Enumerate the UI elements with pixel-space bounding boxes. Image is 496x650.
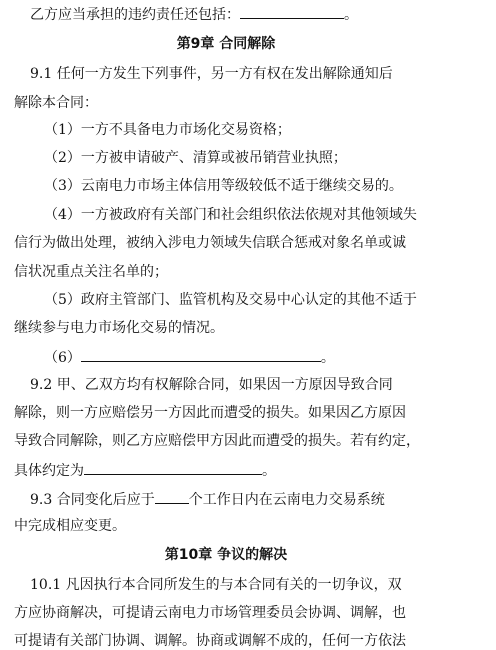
fill-in-blank[interactable] [81,347,321,362]
item-5-line-2: 继续参与电力市场化交易的情况。 [14,320,224,336]
clause-10-1-line-1: 10.1 凡因执行本合同所发生的与本合同有关的一切争议，双 [30,577,402,593]
clause-9-3-line-1 [0,489,482,507]
fill-in-blank[interactable] [155,489,189,504]
chapter-10-heading: 第10章 争议的解决 [164,547,288,563]
fill-in-blank[interactable] [240,4,344,19]
liability-clause-suffix: 。 [344,7,358,23]
fill-in-blank[interactable] [84,460,262,475]
clause-9-2-agreement-label: 具体约定为 [14,463,84,479]
item-6-suffix: 。 [320,350,335,366]
clause-9-3-line-2: 中完成相应变更。 [14,518,126,534]
item-4-line-2: 信行为做出处理，被纳入涉电力领域失信联合惩戒对象名单或诚 [14,235,406,251]
item-1: （1）一方不具备电力市场化交易资格； [44,122,291,138]
clause-9-3-prefix: 9.3 合同变化后应于 [30,492,155,508]
clause-9-2-line-2: 解除，则一方应赔偿另一方因此而遭受的损失。如果因乙方原因 [14,405,406,421]
clause-10-1-line-2: 方应协商解决，可提请云南电力市场管理委员会协调、调解，也 [14,605,406,621]
liability-clause-line [0,4,482,22]
liability-clause-text: 乙方应当承担的违约责任还包括： [30,7,240,23]
clause-9-1-line-2: 解除本合同： [14,95,98,111]
item-3: （3）云南电力市场主体信用等级较低不适于继续交易的。 [44,178,403,194]
clause-9-2-line-4 [0,460,466,478]
item-6-label: （6） [44,350,81,366]
clause-9-2-suffix: 。 [262,463,276,479]
item-2: （2）一方被申请破产、清算或被吊销营业执照； [44,150,347,166]
clause-9-2-line-3: 导致合同解除，则乙方应赔偿甲方因此而遭受的损失。若有约定， [14,433,420,449]
item-4-line-1: （4）一方被政府有关部门和社会组织依法依规对其他领域失 [44,207,417,223]
chapter-9-heading: 第9章 合同解除 [176,36,276,52]
item-6-line [0,347,496,365]
item-5-line-1: （5）政府主管部门、监管机构及交易中心认定的其他不适于 [44,292,417,308]
clause-9-3-suffix: 个工作日内在云南电力交易系统 [188,492,385,508]
clause-9-1-line-1: 9.1 任何一方发生下列事件，另一方有权在发出解除通知后 [30,66,393,82]
item-4-line-3: 信状况重点关注名单的； [14,264,168,280]
clause-10-1-line-3: 可提请有关部门协调、调解。协商或调解不成的，任何一方依法 [14,633,406,649]
clause-9-2-line-1: 9.2 甲、乙双方均有权解除合同，如果因一方原因导致合同 [30,377,393,393]
